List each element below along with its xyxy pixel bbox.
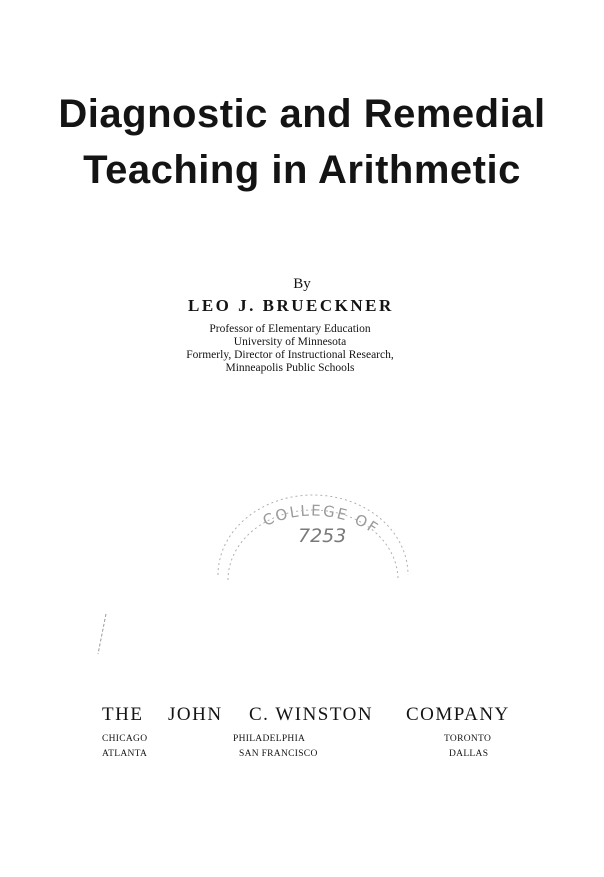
byline: By <box>293 276 311 292</box>
stamp-number: 7253 <box>298 525 347 547</box>
publisher-word-4: COMPANY <box>406 704 510 725</box>
author-affiliation-1: Professor of Elementary Education <box>209 323 371 335</box>
author-affiliation-3: Formerly, Director of Instructional Research, <box>186 349 394 361</box>
city-right-2: DALLAS <box>449 749 489 759</box>
pencil-mark <box>92 610 112 660</box>
publisher-word-2: JOHN <box>168 704 223 725</box>
library-stamp <box>198 480 428 620</box>
city-left-2: ATLANTA <box>102 749 148 759</box>
publisher-word-3: C. WINSTON <box>249 704 374 725</box>
author-affiliation-4: Minneapolis Public Schools <box>225 362 355 374</box>
author-name: LEO J. BRUECKNER <box>188 296 394 315</box>
publisher-word-1: THE <box>102 704 144 725</box>
city-center-2: SAN FRANCISCO <box>239 749 318 759</box>
author-affiliation-2: University of Minnesota <box>233 336 347 348</box>
city-left-1: CHICAGO <box>102 734 148 744</box>
book-title-line-1: Diagnostic and Remedial <box>58 92 546 136</box>
stamp-arc-text: COLLEGE OF <box>260 501 383 539</box>
book-title-line-2: Teaching in Arithmetic <box>83 148 521 192</box>
city-center-1: PHILADELPHIA <box>233 734 306 744</box>
city-right-1: TORONTO <box>444 734 492 744</box>
